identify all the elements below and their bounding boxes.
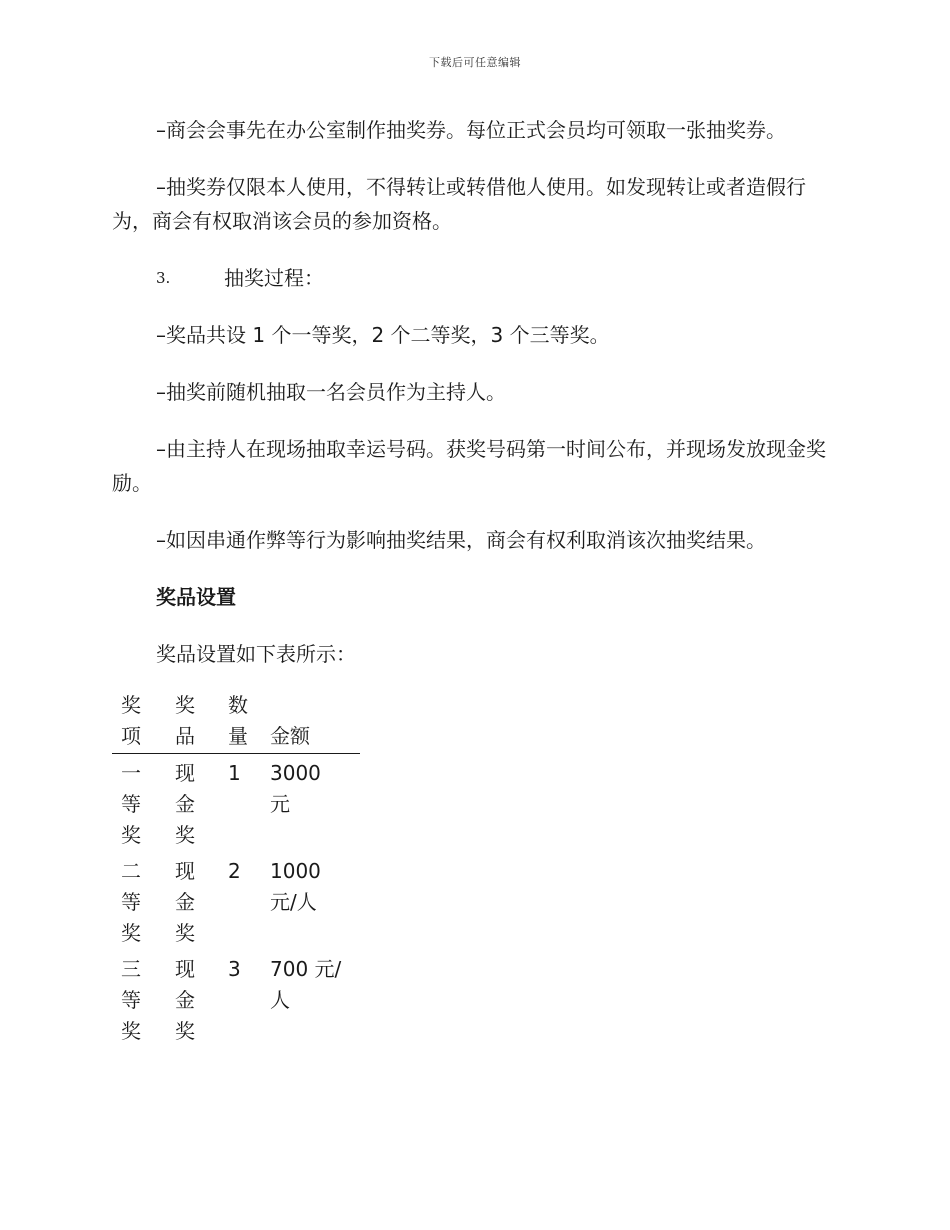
table-header-row <box>112 690 360 754</box>
column-header-quantity: 数量 <box>228 693 248 748</box>
step-number: 3. <box>156 269 171 287</box>
cell-quantity: 3 <box>228 957 241 981</box>
cell-amount: 3000 元 <box>270 761 321 816</box>
paragraph-host-selection: –抽奖前随机抽取一名会员作为主持人。 <box>156 380 506 404</box>
cell-prize: 现金奖 <box>175 859 195 945</box>
paragraph-cheating-rule: –如因串通作弊等行为影响抽奖结果，商会有权利取消该次抽奖结果。 <box>156 528 766 552</box>
table-row <box>112 754 360 853</box>
document-body <box>112 113 828 1048</box>
cell-prize: 现金奖 <box>175 957 195 1043</box>
prize-table <box>112 690 360 1048</box>
cell-quantity: 2 <box>228 859 241 883</box>
column-header-prize: 奖品 <box>175 693 195 748</box>
table-row <box>112 950 360 1048</box>
paragraph-prize-count: –奖品共设 1 个一等奖，2 个二等奖，3 个三等奖。 <box>156 323 610 347</box>
section-heading: 奖品设置 <box>156 585 236 609</box>
paragraph-table-intro: 奖品设置如下表所示： <box>156 642 356 666</box>
paragraph-ticket-production: –商会会事先在办公室制作抽奖券。每位正式会员均可领取一张抽奖券。 <box>156 118 786 142</box>
page-header: 下载后可任意编辑 <box>429 56 521 69</box>
step-3-title <box>156 261 828 295</box>
cell-award: 三等奖 <box>121 957 141 1043</box>
column-header-award: 奖项 <box>121 693 141 748</box>
column-header-amount: 金额 <box>270 724 310 748</box>
step-title: 抽奖过程： <box>224 266 324 290</box>
cell-amount: 1000 元/人 <box>270 859 321 914</box>
cell-award: 一等奖 <box>121 761 141 847</box>
cell-amount: 700 元/人 <box>270 957 342 1012</box>
cell-prize: 现金奖 <box>175 761 195 847</box>
cell-award: 二等奖 <box>121 859 141 945</box>
table-row <box>112 852 360 950</box>
cell-quantity: 1 <box>228 761 241 785</box>
paragraph-ticket-usage: –抽奖券仅限本人使用，不得转让或转借他人使用。如发现转让或者造假行为，商会有权取消该会员的参加资格。 <box>112 175 806 233</box>
paragraph-draw-process: –由主持人在现场抽取幸运号码。获奖号码第一时间公布，并现场发放现金奖励。 <box>112 437 826 495</box>
